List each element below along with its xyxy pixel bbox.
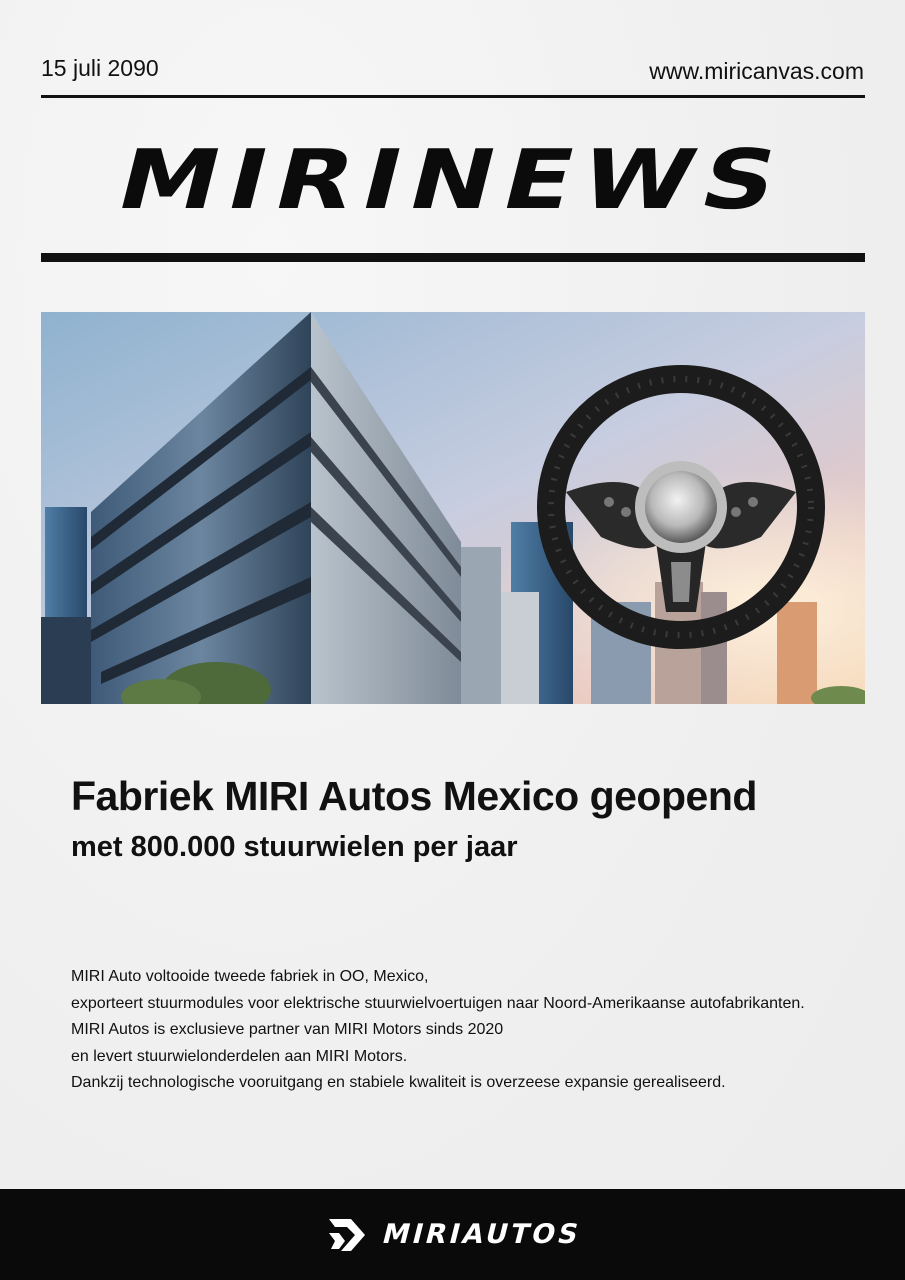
article-body bbox=[71, 964, 861, 1097]
body-line: exporteert stuurmodules voor elektrische stuurwielvoertuigen naar Noord-Amerikaanse autofabrikanten. bbox=[71, 994, 805, 1012]
mirautos-logo-icon bbox=[325, 1215, 369, 1255]
body-line: Dankzij technologische vooruitgang en stabiele kwaliteit is overzeese expansie gerealiseerd. bbox=[71, 1074, 726, 1091]
masthead-divider bbox=[41, 253, 865, 262]
hero-photo bbox=[41, 312, 865, 704]
top-divider bbox=[41, 95, 865, 98]
website-url[interactable]: www.miricanvas.com bbox=[649, 58, 864, 84]
masthead-title: MIRINEWS bbox=[108, 131, 798, 227]
masthead bbox=[41, 120, 865, 238]
footer-brand: MIRIAUTOS bbox=[378, 1219, 585, 1250]
body-line: MIRI Autos is exclusieve partner van MIRI Motors sinds 2020 bbox=[71, 1021, 504, 1038]
article-headline: Fabriek MIRI Autos Mexico geopend bbox=[71, 773, 757, 819]
body-line: MIRI Auto voltooide tweede fabriek in OO, Mexico, bbox=[71, 968, 429, 985]
article-subheadline: met 800.000 stuurwielen per jaar bbox=[71, 831, 518, 863]
footer-bar bbox=[0, 1189, 905, 1280]
date: 15 juli 2090 bbox=[41, 55, 159, 81]
body-line: en levert stuurwielonderdelen aan MIRI Motors. bbox=[71, 1047, 408, 1065]
